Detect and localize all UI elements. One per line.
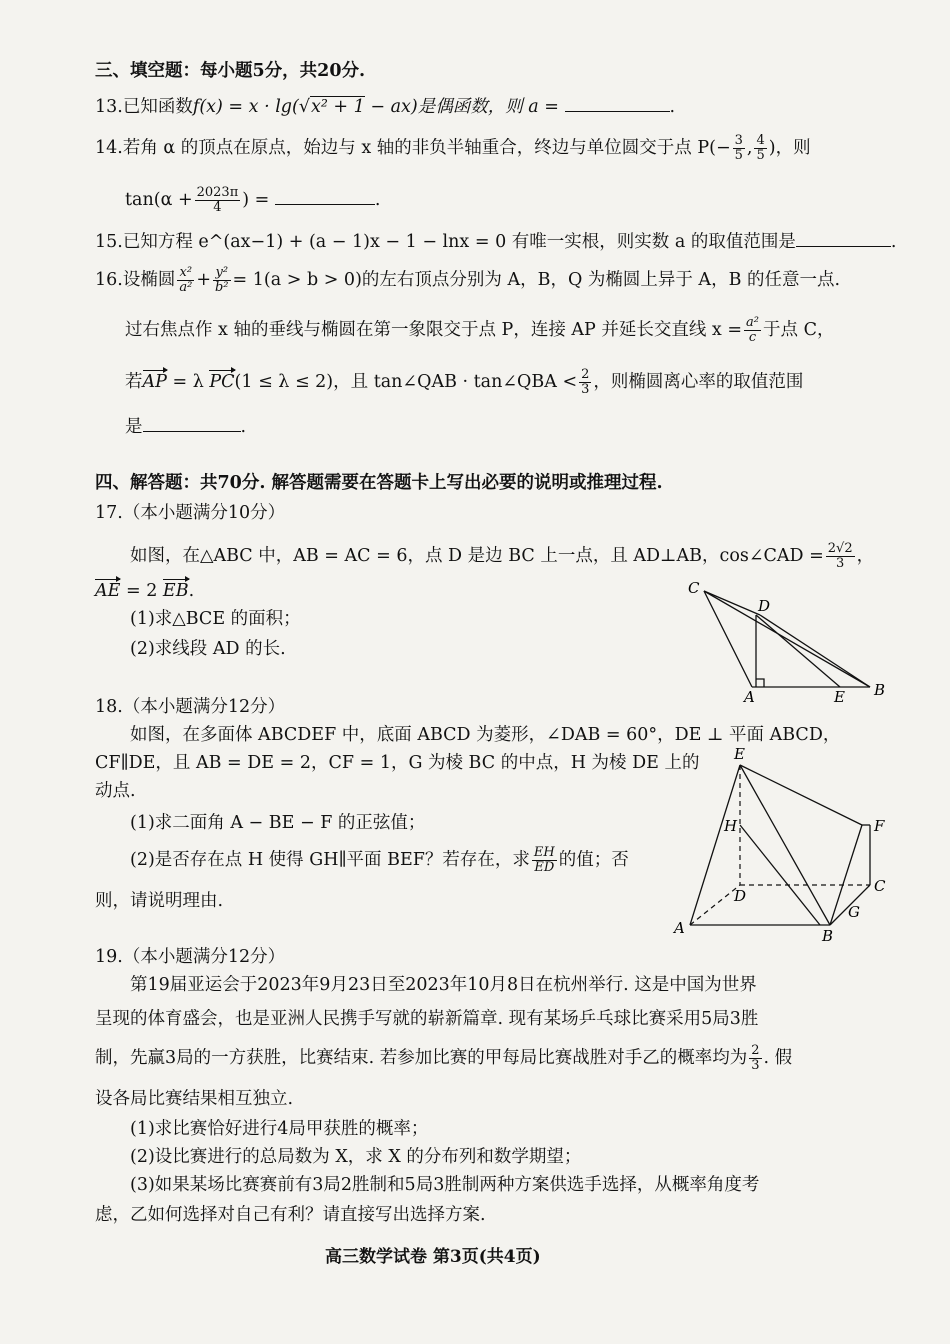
q18-line2: CF∥DE，且 AB = DE = 2，CF = 1，G 为棱 BC 的中点，H 为棱 DE 上的 <box>95 753 700 773</box>
q16-line3-a: 若 <box>125 372 143 392</box>
q19-line4: 设各局比赛结果相互独立. <box>95 1089 294 1109</box>
q17-line2-mid: = 2 <box>120 581 163 601</box>
question-15 <box>95 229 896 255</box>
q19-frac: $\frac{2}{3}$ <box>751 1043 760 1073</box>
q19-title: 19.（本小题满分12分） <box>95 947 286 967</box>
q18-edge-ad-hidden <box>690 885 740 925</box>
q17-edge-cb <box>704 591 870 687</box>
q18-edge-ef <box>740 765 862 825</box>
q17-title: 17.（本小题满分10分） <box>95 503 286 523</box>
section3-heading: 三、填空题：每小题5分，共20分. <box>95 61 366 81</box>
q17-edge-cd <box>704 591 760 615</box>
q16-line1-a: 设椭圆 <box>122 270 176 290</box>
q15-end: . <box>890 232 897 252</box>
q17-label-a: A <box>744 688 755 705</box>
q14-frac-3: $\frac{2023\pi}{4}$ <box>196 185 239 215</box>
q13-text-a: 已知函数 <box>122 97 193 117</box>
q16-frac-x: $\frac{\text{x²}}{\text{a²}}$ <box>179 265 193 295</box>
q13-number: 13. <box>95 97 123 117</box>
q14-tan-a: tan(α + <box>125 190 193 210</box>
q18-part2-text-a: (2)是否存在点 H 使得 GH∥平面 BEF？若存在，求 <box>130 850 530 870</box>
q16-frac-c: $\frac{\text{a²}}{c}$ <box>746 315 759 345</box>
q14-answer-blank[interactable] <box>275 203 375 205</box>
q16-vec-ap: AP <box>143 369 167 395</box>
q18-part2-text-b: 的值；否 <box>558 850 629 870</box>
q17-edge-ce <box>756 615 840 687</box>
question-14-line2 <box>125 186 380 215</box>
question-16-line3 <box>125 368 803 397</box>
question-14: 14.若角 α 的顶点在原点，始边与 x 轴的非负半轴重合，终边与单位圆交于点 P(− $\frac{3}{5}$ , $\frac{4}{5}$ )，则 <box>95 133 811 163</box>
q19-part1: (1)求比赛恰好进行4局甲获胜的概率； <box>130 1119 429 1139</box>
question-16: 16.设椭圆 $\frac{\text{x²}}{\text{a²}}$ + $\frac{\text{y²}}{\text{b²}}$ = 1(a > b > 0)的左右顶点分别为 A，B，Q 为椭圆上异于 A，B 的任意一点. <box>95 265 841 295</box>
q16-vec-pc: PC <box>209 369 234 395</box>
q16-end: . <box>240 417 247 437</box>
q13-answer-blank[interactable] <box>565 110 670 112</box>
q19-line3 <box>95 1044 792 1073</box>
q13-func: f(x) = x · lg( <box>192 97 299 117</box>
q18-frac: $\frac{EH}{ED}$ <box>533 845 555 875</box>
q18-edge-hg <box>740 825 820 925</box>
q17-line1-end: ， <box>856 546 875 566</box>
q19-part3-b: 虑，乙如何选择对自己有利？请直接写出选择方案. <box>95 1205 486 1225</box>
q14-text-b: )，则 <box>768 138 811 158</box>
q16-line3-b: = λ <box>166 372 210 392</box>
question-16-line4 <box>125 414 246 440</box>
q16-line3-d: ，则椭圆离心率的取值范围 <box>593 372 804 392</box>
q16-frac-y: $\frac{\text{y²}}{\text{b²}}$ <box>214 265 229 295</box>
q17-part2: (2)求线段 AD 的长. <box>130 639 286 659</box>
q16-line2-a: 过右焦点作 x 轴的垂线与椭圆在第一象限交于点 P，连接 AP 并延长交直线 x = <box>125 320 743 340</box>
q14-tan-b: ) = <box>242 190 270 210</box>
q18-line3: 动点. <box>95 781 136 801</box>
q17-line1 <box>130 542 874 571</box>
q17-right-angle-mark <box>756 679 764 687</box>
q18-title: 18.（本小题满分12分） <box>95 697 286 717</box>
q17-label-c: C <box>688 579 700 597</box>
q17-line2 <box>95 578 194 604</box>
q16-number: 16. <box>95 270 123 290</box>
q17-label-e: E <box>834 688 845 705</box>
q18-line-last: 则，请说明理由. <box>95 891 224 911</box>
q17-edge-db <box>760 615 870 687</box>
q19-line1: 第19届亚运会于2023年9月23日至2023年10月8日在杭州举行. 这是中国为世界 <box>130 975 757 995</box>
q18-label-d: D <box>734 887 747 905</box>
q13-text-b: − ax)是偶函数，则 a = <box>364 97 559 117</box>
q16-line2-b: 于点 C， <box>763 320 835 340</box>
q14-frac-2: $\frac{4}{5}$ <box>756 133 765 163</box>
q18-line1: 如图，在多面体 ABCDEF 中，底面 ABCD 为菱形，∠DAB = 60°，DE ⊥ 平面 ABCD， <box>130 725 841 745</box>
q19-part3-a: (3)如果某场比赛赛前有3局2胜制和5局3胜制两种方案供选手选择，从概率角度考 <box>130 1175 760 1195</box>
q17-line1-text: 如图，在△ABC 中，AB = AC = 6，点 D 是边 BC 上一点，且 AD⊥AB，cos∠CAD = <box>130 546 824 566</box>
q16-line1-b: = 1(a > b > 0)的左右顶点分别为 A，B，Q 为椭圆上异于 A，B 的任意一点. <box>232 270 841 290</box>
q18-edge-eb <box>740 765 830 925</box>
q13-end: . <box>669 97 676 117</box>
q19-line2: 呈现的体育盛会，也是亚洲人民携手写就的崭新篇章. 现有某场乒乓球比赛采用5局3胜 <box>95 1009 759 1029</box>
q16-line3-c: (1 ≤ λ ≤ 2)，且 tan∠QAB · tan∠QBA < <box>234 372 578 392</box>
q14-number: 14. <box>95 138 123 158</box>
q17-label-b: B <box>874 681 886 699</box>
q14-text-a: 若角 α 的顶点在原点，始边与 x 轴的非负半轴重合，终边与单位圆交于点 P( <box>122 138 716 158</box>
page-footer: 高三数学试卷 第3页(共4页) <box>325 1247 541 1267</box>
q19-part2: (2)设比赛进行的总局数为 X，求 X 的分布列和数学期望； <box>130 1147 582 1167</box>
q19-line3-text-a: 制，先赢3局的一方获胜，比赛结束. 若参加比赛的甲每局比赛战胜对手乙的概率均为 <box>95 1048 748 1068</box>
q17-part1: (1)求△BCE 的面积； <box>130 609 301 629</box>
q13-radicand: x² + 1 <box>310 97 365 117</box>
q18-part1: (1)求二面角 A − BE − F 的正弦值； <box>130 813 426 833</box>
q18-label-g: G <box>848 903 860 921</box>
q16-line4: 是 <box>125 417 143 437</box>
q15-answer-blank[interactable] <box>796 245 891 247</box>
q18-label-h: H <box>724 817 738 835</box>
q18-label-a: A <box>674 919 685 937</box>
q18-label-c: C <box>874 877 886 895</box>
q14-frac-1: $\frac{3}{5}$ <box>734 133 743 163</box>
q15-number: 15. <box>95 232 123 252</box>
q18-label-e: E <box>734 745 745 763</box>
q19-line3-text-b: . 假 <box>763 1048 793 1068</box>
q17-triangle-figure <box>680 575 895 705</box>
question-13: 13.已知函数f(x) = x · lg(√x² + 1 − ax)是偶函数，则 a = . <box>95 97 676 117</box>
question-16-line2 <box>125 316 834 345</box>
q14-end: . <box>374 190 381 210</box>
q18-label-b: B <box>822 927 834 945</box>
q18-edge-ea <box>690 765 740 925</box>
q17-vec-ae: AE <box>95 578 120 604</box>
q18-polyhedron-figure <box>670 745 900 945</box>
q17-frac: $\frac{2√2}{3}$ <box>827 541 853 571</box>
section4-heading: 四、解答题：共70分. 解答题需要在答题卡上写出必要的说明或推理过程. <box>95 473 663 493</box>
q17-label-d: D <box>758 597 771 615</box>
q17-vec-eb: EB <box>163 578 189 604</box>
q16-answer-blank[interactable] <box>143 430 241 432</box>
q18-part2 <box>130 846 629 875</box>
q18-label-f: F <box>874 817 885 835</box>
q15-text: 已知方程 e^(ax−1) + (a − 1)x − 1 − lnx = 0 有唯一实根，则实数 a 的取值范围是 <box>122 232 796 252</box>
q17-line2-end: . <box>188 581 195 601</box>
q16-frac-23: $\frac{2}{3}$ <box>581 367 590 397</box>
